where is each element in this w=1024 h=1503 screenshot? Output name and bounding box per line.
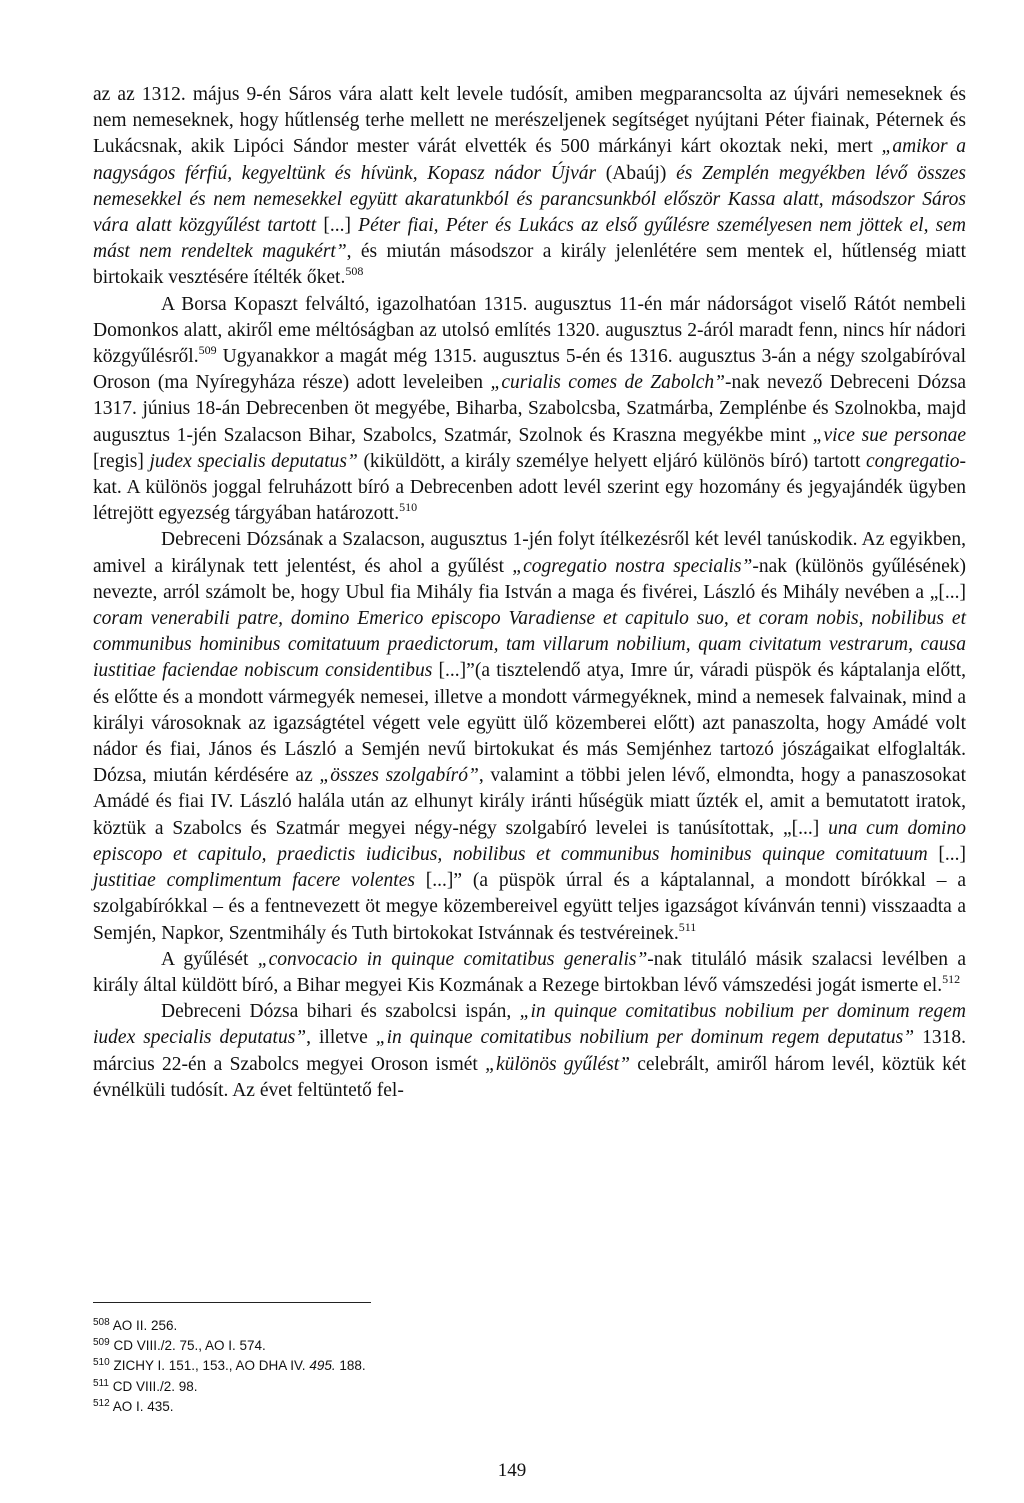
- text-run: „[...]: [783, 817, 829, 839]
- latin-quote: Péter fiai, Péter és Lukács az első gyűlésre személyesen nem jöttek el, sem mást nem rendeltek magukért”: [93, 215, 966, 263]
- text-run: , illetve: [306, 1027, 376, 1049]
- latin-quote: coram venerabili patre, domino Emerico episcopo Varadiense et capitulo suo, et coram nobis, nobilibus et communibus hominibus comitatuum praedictorum, tam villarum nobilium, quam civitatum vestrarum, causa iustitiae faciendae nobiscum considentibus: [93, 608, 966, 682]
- text-run: [...]” (a püspök úrral és a káptalannal, a mondott bírókkal – a szolgabírókkal – és a fentnevezett öt megye közembereivel együtt teljes igazságot kívánván tenni) visszaadta a Semjén, Napkor, Szentmihály és Tuth birtokokat Istvánnak és testvéreinek.: [93, 870, 967, 944]
- latin-quote: „in quinque comitatibus nobilium per dominum regem iudex specialis deputatus”: [93, 1001, 966, 1049]
- text-run: [regis]: [93, 450, 150, 472]
- paragraph-2: [93, 292, 966, 528]
- footnote-ref[interactable]: 512: [942, 971, 961, 986]
- paragraph-4: [93, 947, 966, 999]
- latin-quote: „cogregatio nostra specialis”: [512, 555, 753, 577]
- text-run: , és miután másodszor a király jelenlétére sem mentek el, hűtlenség miatt birtokaik vesztésére ítélték őket.: [93, 241, 966, 289]
- footnote-text: CD VIII./2. 75., AO I. 574.: [113, 1338, 266, 1354]
- paragraph-3: [93, 527, 966, 946]
- footnote-text: CD VIII./2. 98.: [112, 1378, 198, 1394]
- text-run: Debreceni Dózsának a Szalacson, augusztus 1-jén folyt ítélkezésről két levél tanúskodik. Az egyikben, amivel a királynak tett jelentést, és ahol a gyűlést: [93, 529, 966, 577]
- text-run: [...]: [927, 843, 966, 865]
- footnote-text: AO II. 256.: [112, 1318, 178, 1333]
- footnote: [93, 1377, 693, 1397]
- text-run: Debreceni Dózsa bihari és szabolcsi ispán,: [161, 1001, 520, 1023]
- footnote-ref[interactable]: 509: [198, 343, 217, 358]
- footnote-text-italic: 495.: [309, 1358, 336, 1374]
- footnote-text: AO I. 435.: [112, 1398, 174, 1414]
- footnote-number: 510: [93, 1357, 110, 1369]
- text-run: [...]: [316, 215, 359, 237]
- text-run: „[...]: [929, 581, 966, 603]
- footnote-number: 509: [93, 1337, 110, 1349]
- text-run: (kiküldött, a király személye helyett eljáró különös bíró) tartott: [357, 450, 866, 472]
- latin-quote: „vice sue personae: [812, 424, 966, 446]
- text-run: -nak nevező Debreceni Dózsa 1317. június 18-án Debrecenben öt megyébe, Biharba, Szabolcsba, Szatmárba, Zemplénbe és Szolnokba, majd augusztus 1-jén Szalacson Bihar, Szabolcs, Szatmár, Szolnok és Kraszna megyékbe mint: [93, 372, 966, 446]
- text-run: A Borsa Kopaszt felváltó, igazolhatóan 1315. augusztus 11-én már nádorságot viselő Rátót nembeli Domonkos alatt, akiről eme méltóságban az utolsó említés 1320. augusztus 2-áról maradt fenn, nincs hír nádori közgyűlésről.: [93, 293, 966, 368]
- latin-quote: judex specialis deputatus”: [149, 450, 358, 472]
- footnote-text: 188.: [335, 1358, 366, 1374]
- footnote-number: 512: [93, 1397, 110, 1409]
- paragraph-5: [93, 999, 966, 1104]
- footnote-number: 511: [93, 1377, 109, 1389]
- footnote: [93, 1336, 693, 1356]
- text-run: -kat. A különös joggal felruházott bíró a Debrecenben adott levél szerint egy hozomány és jegyajándék ügyben létrejött egyezség tárgyában határozott.: [93, 450, 966, 525]
- latin-quote: és Zemplén megyékben lévő összes nemesekkel és nem nemesekkel együtt akaratunkból és parancsunkból először Kassa alatt, másodszor Sáros vára alatt közgyűlést tartott: [93, 162, 966, 237]
- footnote: [93, 1397, 693, 1417]
- text-run: az az 1312. május 9-én Sáros vára alatt kelt levele tudósít, amiben megparancsolta az újvári nemeseknek és nem nemeseknek, hogy hűtlenség terhe mellett ne merészeljenek segítséget nyújtani Péter fiainak, Péternek és Lukácsnak, akik Lipóci Sándor mester várát elvették és 500 márkányi kárt okoztak neki, mert: [93, 84, 966, 158]
- latin-quote: „amikor a nagyságos férfiú, kegyeltünk és hívünk, Kopasz nádor Újvár: [93, 136, 966, 184]
- page-number: 149: [497, 1460, 527, 1481]
- footnote-divider: [93, 1302, 371, 1303]
- footnote-text: ZICHY I. 151., 153., AO DHA IV.: [113, 1358, 310, 1374]
- latin-quote: „in quinque comitatibus nobilium per dominum regem deputatus”: [375, 1027, 915, 1049]
- text-run: celebrált, amiről három levél, köztük két évnélküli tudósít. Az évet feltüntető fel-: [93, 1053, 966, 1101]
- footnotes: [93, 1316, 693, 1417]
- text-run: , valamint a többi jelen lévő, elmondta, hogy a panaszosokat Amádé és fiai IV. László halála után az elhunyt király iránti hűségük miatt űzték el, amit a bemutatott iratok, köztük a Szabolcs és Szatmár megyei négy-négy szolgabíró levelei is tanúsítottak,: [93, 765, 966, 839]
- text-run: [...]”(a tisztelendő atya, Imre úr, váradi püspök és káptalanja előtt, és előtte és a mondott vármegyék nemesei, illetve a mondott vármegyéknek, mind a nemesek falvainak, mind a királyi városoknak az igazságtétel végett vele együtt ülő közemberei előtt) azt panaszolta, hogy Amádé volt nádor és fiai, János és László a Semjén nevű birtokukat és más Semjénhez tartozó jószágaikat elfoglalták. Dózsa, miután kérdésére az: [93, 660, 966, 787]
- paragraph-1: [93, 82, 966, 292]
- footnote: [93, 1356, 693, 1376]
- footnote-ref[interactable]: 510: [399, 500, 418, 515]
- footnote-number: 508: [93, 1317, 110, 1328]
- latin-term: congregatio: [865, 450, 960, 472]
- footnote-ref[interactable]: 511: [678, 919, 697, 934]
- latin-quote: „különös gyűlést”: [485, 1053, 630, 1075]
- text-run: Ugyanakkor a magát még 1315. augusztus 5-én és 1316. augusztus 3-án a négy szolgabíróval Oroson (ma Nyíregyháza része) adott leveleiben: [93, 346, 966, 394]
- text-run: A gyűlését: [161, 948, 258, 970]
- footnote: [93, 1316, 693, 1336]
- latin-quote: justitiae complimentum facere volentes: [93, 870, 415, 892]
- latin-quote: „curialis comes de Zabolch”: [490, 372, 726, 394]
- latin-quote: una cum domino episcopo et capitulo, praedictis iudicibus, nobilibus et communibus hominibus quinque comitatuum: [93, 817, 966, 865]
- text-run: -nak tituláló másik szalacsi levélben a király által küldött bíró, a Bihar megyei Kis Kozmának a Rezege birtokban lévő vámszedési jogát ismerte el.: [93, 948, 966, 996]
- latin-quote: „összes szolgabíró”: [319, 765, 479, 787]
- latin-quote: „convocacio in quinque comitatibus generalis”: [257, 948, 648, 970]
- text-run: -nak (különös gyűlésének) nevezte, arról számolt be, hogy Ubul fia Mihály fia István a maga és fivérei, László és Mihály nevében a: [93, 555, 966, 603]
- text-run: 1318. március 22-én a Szabolcs megyei Oroson ismét: [93, 1027, 966, 1075]
- text-run: (Abaúj): [596, 162, 677, 184]
- body-text: [93, 82, 966, 1104]
- footnote-ref[interactable]: 508: [345, 264, 364, 279]
